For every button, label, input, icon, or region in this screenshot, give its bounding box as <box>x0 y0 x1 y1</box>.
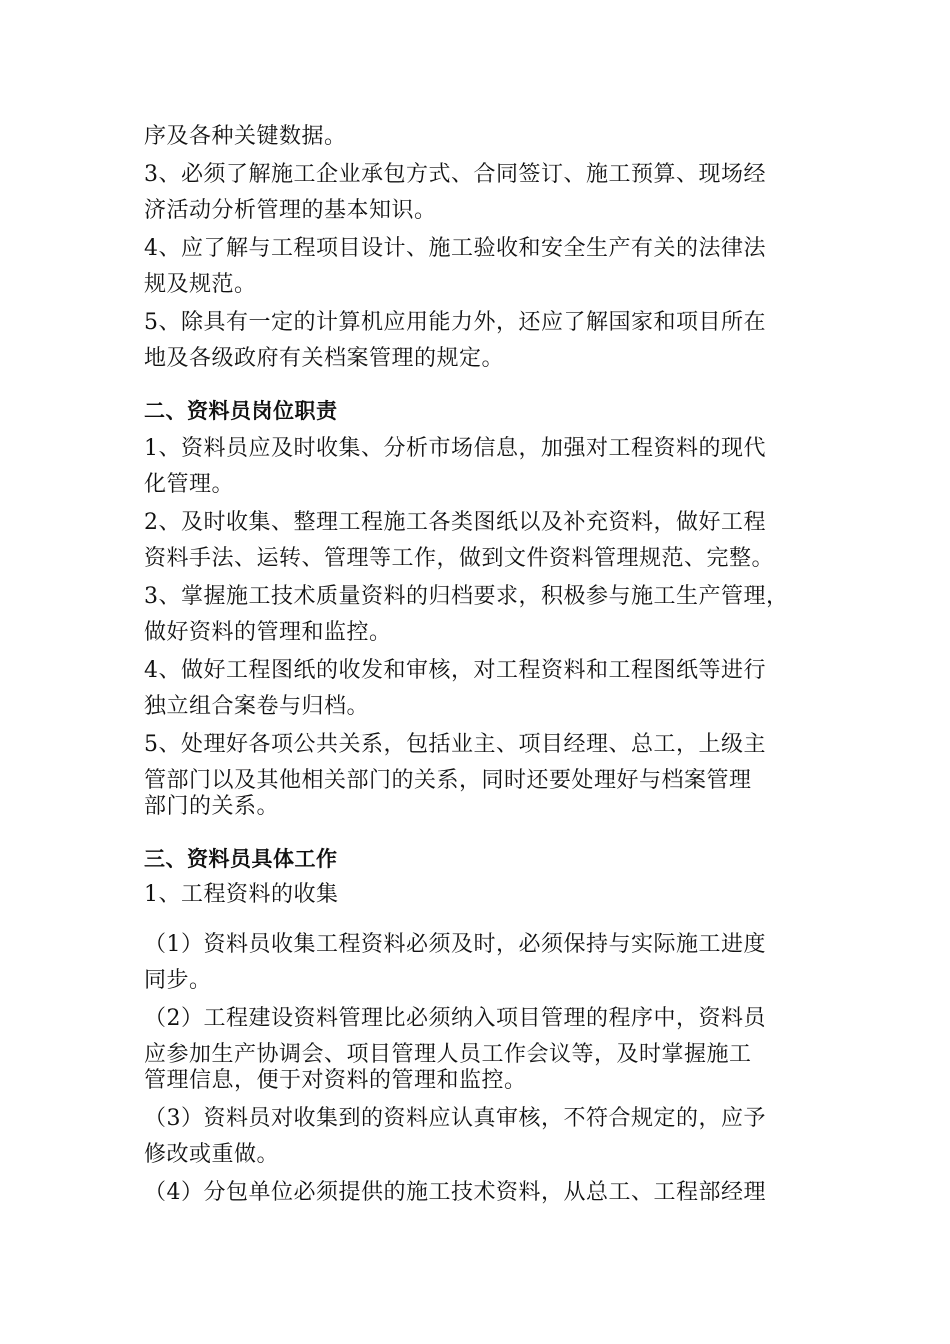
text-line: 3、必须了解施工企业承包方式、合同签订、施工预算、现场经 <box>144 162 766 187</box>
text-line: 5、除具有一定的计算机应用能力外，还应了解国家和项目所在 <box>144 310 766 335</box>
text-line: 地及各级政府有关档案管理的规定。 <box>144 346 505 371</box>
text-line: 1、工程资料的收集 <box>144 882 339 907</box>
text-line: 修改或重做。 <box>144 1142 280 1167</box>
text-line: （3）资料员对收集到的资料应认真审核，不符合规定的，应予 <box>144 1106 766 1131</box>
text-line: 化管理。 <box>144 472 235 497</box>
text-line: 3、掌握施工技术质量资料的归档要求，积极参与施工生产管理， <box>144 584 789 609</box>
text-line: （4）分包单位必须提供的施工技术资料，从总工、工程部经理 <box>144 1180 766 1205</box>
text-line: （2）工程建设资料管理比必须纳入项目管理的程序中，资料员 <box>144 1006 766 1031</box>
section-heading: 二、资料员岗位职责 <box>144 399 338 423</box>
text-line: 部门的关系。 <box>144 794 280 819</box>
text-line: 2、及时收集、整理工程施工各类图纸以及补充资料，做好工程 <box>144 510 766 535</box>
text-line: 1、资料员应及时收集、分析市场信息，加强对工程资料的现代 <box>144 436 766 461</box>
text-line: 应参加生产协调会、项目管理人员工作会议等，及时掌握施工 <box>144 1042 752 1067</box>
text-line: 资料手法、运转、管理等工作，做到文件资料管理规范、完整。 <box>144 546 775 571</box>
text-line: 5、处理好各项公共关系，包括业主、项目经理、总工，上级主 <box>144 732 766 757</box>
text-line: 独立组合案卷与归档。 <box>144 694 370 719</box>
text-line: 规及规范。 <box>144 272 257 297</box>
section-heading: 三、资料员具体工作 <box>144 847 338 871</box>
text-line: 同步。 <box>144 968 212 993</box>
text-line: 济活动分析管理的基本知识。 <box>144 198 437 223</box>
text-line: （1）资料员收集工程资料必须及时，必须保持与实际施工进度 <box>144 932 766 957</box>
text-line: 管理信息，便于对资料的管理和监控。 <box>144 1068 527 1093</box>
text-line: 4、应了解与工程项目设计、施工验收和安全生产有关的法律法 <box>144 236 766 261</box>
text-line: 序及各种关键数据。 <box>144 124 347 149</box>
text-line: 4、做好工程图纸的收发和审核，对工程资料和工程图纸等进行 <box>144 658 766 683</box>
text-line: 做好资料的管理和监控。 <box>144 620 392 645</box>
text-line: 管部门以及其他相关部门的关系，同时还要处理好与档案管理 <box>144 768 752 793</box>
